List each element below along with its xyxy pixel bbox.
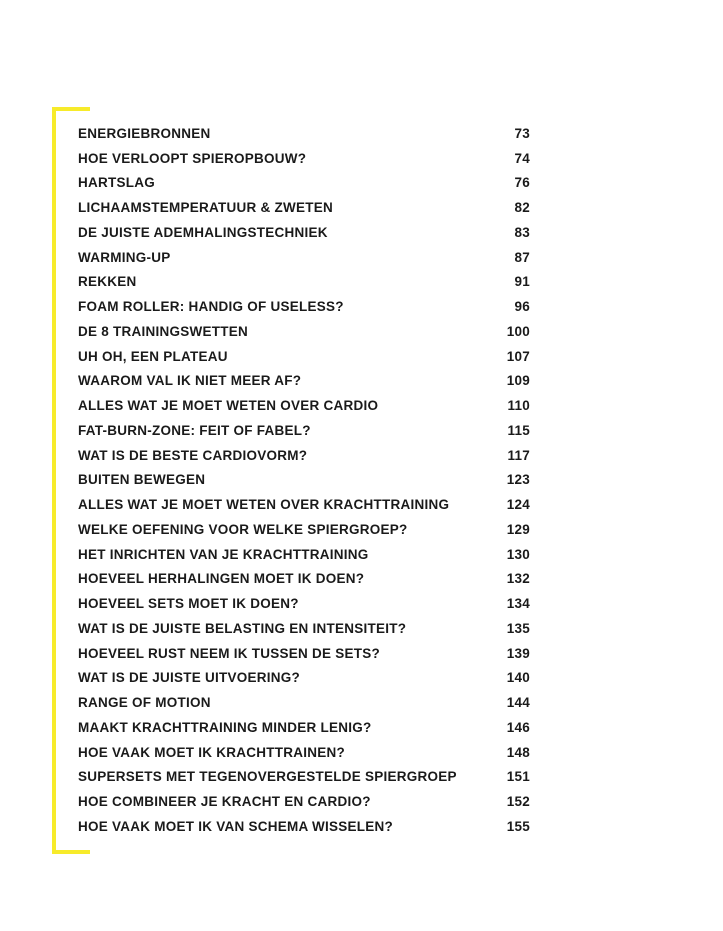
toc-entry-title: HOE VERLOOPT SPIEROPBOUW? — [78, 150, 307, 166]
toc-entry-page-number: 129 — [506, 521, 530, 537]
toc-entry-page-number: 83 — [514, 224, 530, 240]
toc-entry-title: HOE VAAK MOET IK KRACHTTRAINEN? — [78, 744, 345, 760]
toc-entry-page-number: 152 — [506, 794, 530, 810]
toc-entry-page-number: 107 — [506, 348, 530, 364]
toc-entry — [78, 542, 530, 567]
toc-entry — [78, 616, 530, 641]
toc-entry-title: LICHAAMSTEMPERATUUR & ZWETEN — [78, 200, 333, 216]
toc-entry-title: WAAROM VAL IK NIET MEER AF? — [78, 373, 302, 389]
toc-entry — [78, 245, 530, 270]
toc-entry-title: FAT-BURN-ZONE: FEIT OF FABEL? — [78, 422, 311, 438]
toc-entry — [78, 344, 530, 369]
toc-entry — [78, 715, 530, 740]
toc-entry — [78, 690, 530, 715]
toc-entry-title: HOEVEEL RUST NEEM IK TUSSEN DE SETS? — [78, 645, 381, 661]
toc-entry — [78, 393, 530, 418]
toc-entry — [78, 814, 530, 839]
toc-entry-title: HOEVEEL HERHALINGEN MOET IK DOEN? — [78, 571, 365, 587]
toc-entry-title: WAT IS DE JUISTE BELASTING EN INTENSITEIT? — [78, 620, 407, 636]
toc-entry-title: ALLES WAT JE MOET WETEN OVER CARDIO — [78, 398, 379, 414]
toc-entry-page-number: 100 — [506, 323, 530, 339]
toc-entry-page-number: 109 — [506, 373, 530, 389]
toc-entry-page-number: 110 — [507, 398, 530, 414]
toc-entry-title: WAT IS DE JUISTE UITVOERING? — [78, 670, 301, 686]
toc-entry-title: DE 8 TRAININGSWETTEN — [78, 323, 249, 339]
toc-entry — [78, 591, 530, 616]
toc-entry-page-number: 140 — [506, 670, 530, 686]
toc-entry-title: HOE VAAK MOET IK VAN SCHEMA WISSELEN? — [78, 818, 394, 834]
toc-entry-title: BUITEN BEWEGEN — [78, 472, 206, 488]
toc-entry-page-number: 74 — [514, 150, 530, 166]
toc-entry-page-number: 115 — [507, 422, 530, 438]
toc-entry-title: WELKE OEFENING VOOR WELKE SPIERGROEP? — [78, 521, 408, 537]
toc-entry — [78, 121, 530, 146]
toc-entry-page-number: 124 — [506, 497, 530, 513]
toc-entry-page-number: 76 — [514, 175, 530, 191]
toc-entry — [78, 765, 530, 790]
toc-entry-page-number: 148 — [506, 744, 530, 760]
toc-entry-page-number: 144 — [506, 695, 530, 711]
toc-entry-title: DE JUISTE ADEMHALINGSTECHNIEK — [78, 224, 328, 240]
toc-entry-title: HOEVEEL SETS MOET IK DOEN? — [78, 596, 299, 612]
toc-entry-page-number: 134 — [506, 596, 530, 612]
toc-entry — [78, 641, 530, 666]
toc-entry-page-number: 73 — [514, 125, 530, 141]
toc-entry-page-number: 91 — [514, 274, 530, 290]
toc-entry-title: REKKEN — [78, 274, 137, 290]
toc-entry-page-number: 151 — [506, 769, 530, 785]
table-of-contents — [78, 121, 530, 839]
toc-entry — [78, 567, 530, 592]
toc-entry-page-number: 155 — [506, 818, 530, 834]
toc-entry — [78, 418, 530, 443]
toc-entry-title: UH OH, EEN PLATEAU — [78, 348, 228, 364]
toc-entry-page-number: 139 — [506, 645, 530, 661]
toc-entry-title: WARMING-UP — [78, 249, 171, 265]
toc-entry-page-number: 123 — [506, 472, 530, 488]
toc-entry-page-number: 130 — [506, 546, 530, 562]
toc-entry-page-number: 146 — [506, 719, 530, 735]
toc-entry — [78, 492, 530, 517]
toc-entry-title: SUPERSETS MET TEGENOVERGESTELDE SPIERGROEP — [78, 769, 457, 785]
toc-entry — [78, 789, 530, 814]
toc-entry — [78, 319, 530, 344]
toc-entry — [78, 171, 530, 196]
toc-entry-title: RANGE OF MOTION — [78, 695, 211, 711]
toc-entry-page-number: 132 — [506, 571, 530, 587]
toc-entry — [78, 294, 530, 319]
toc-entry-title: ENERGIEBRONNEN — [78, 125, 211, 141]
toc-entry — [78, 146, 530, 171]
toc-entry-page-number: 96 — [514, 299, 530, 315]
toc-entry-page-number: 117 — [507, 447, 530, 463]
toc-entry — [78, 220, 530, 245]
toc-entry — [78, 270, 530, 295]
toc-entry-title: MAAKT KRACHTTRAINING MINDER LENIG? — [78, 719, 372, 735]
toc-entry — [78, 369, 530, 394]
toc-entry-title: HOE COMBINEER JE KRACHT EN CARDIO? — [78, 794, 371, 810]
toc-entry-page-number: 87 — [514, 249, 530, 265]
toc-entry — [78, 517, 530, 542]
toc-entry-title: HARTSLAG — [78, 175, 155, 191]
toc-entry-title: WAT IS DE BESTE CARDIOVORM? — [78, 447, 308, 463]
toc-entry-title: FOAM ROLLER: HANDIG OF USELESS? — [78, 299, 344, 315]
toc-entry — [78, 740, 530, 765]
toc-entry-page-number: 135 — [506, 620, 530, 636]
toc-entry-title: ALLES WAT JE MOET WETEN OVER KRACHTTRAINING — [78, 497, 450, 513]
toc-entry — [78, 195, 530, 220]
toc-entry — [78, 443, 530, 468]
toc-entry — [78, 666, 530, 691]
toc-entry — [78, 468, 530, 493]
toc-entry-title: HET INRICHTEN VAN JE KRACHTTRAINING — [78, 546, 369, 562]
toc-entry-page-number: 82 — [514, 200, 530, 216]
